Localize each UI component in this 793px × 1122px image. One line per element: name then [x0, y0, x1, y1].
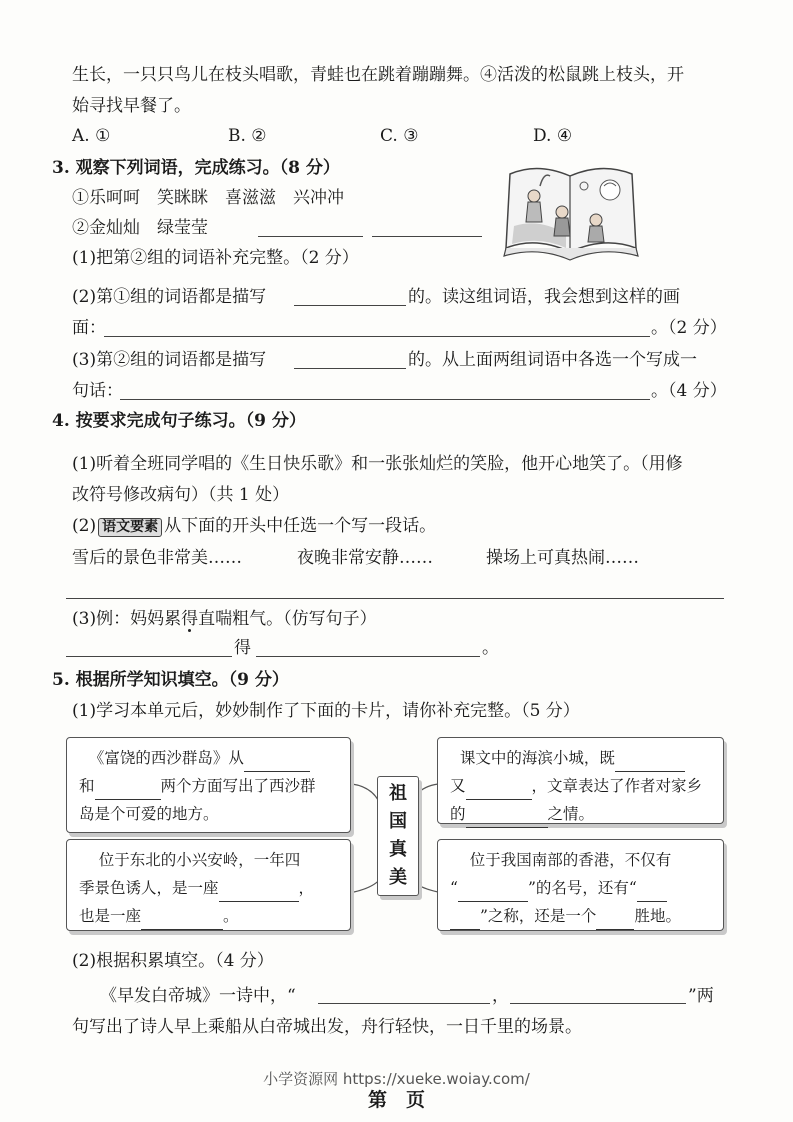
- footer-site: 小学资源网 https://xueke.woiay.com/: [263, 1070, 530, 1088]
- card-seaside-blank-2[interactable]: [466, 781, 532, 800]
- q3-part3-b: 的。从上面两组词语中各选一个写成一: [408, 350, 697, 370]
- starter-3: 操场上可真热闹……: [486, 548, 639, 568]
- card-hk-l3c: 胜地。: [634, 907, 681, 925]
- card-seaside-l2a: 又: [450, 777, 466, 795]
- q5-part2: (2)根据积累填空。（4 分）: [72, 951, 274, 971]
- starter-1: 雪后的景色非常美……: [72, 548, 242, 568]
- card-seaside-blank-1[interactable]: [615, 753, 685, 772]
- q3-part3-blank[interactable]: [294, 368, 406, 369]
- card-hk-l1: 位于我国南部的香港，不仅有: [469, 851, 672, 869]
- q4-part1-line2: 改符号修改病句）（共 1 处）: [72, 485, 290, 505]
- center-char-1: 祖: [389, 783, 407, 804]
- q3-group2: ②金灿灿 绿莹莹: [72, 218, 208, 238]
- center-char-4: 美: [389, 867, 407, 888]
- card-seaside-l1: 课文中的海滨小城，既: [459, 749, 615, 767]
- card-seaside-town: [437, 737, 724, 824]
- intro-line-2: 始寻找早餐了。: [72, 96, 191, 116]
- card-hk-blank-2b[interactable]: [450, 911, 480, 930]
- card-xisha: [66, 737, 351, 833]
- q4-part3-de: 得: [234, 638, 251, 658]
- card-seaside-l3b: 之情。: [547, 805, 595, 823]
- q5-part1: (1)学习本单元后，妙妙制作了下面的卡片，请你补充完整。（5 分）: [72, 701, 580, 721]
- q4-part3-blank-2[interactable]: [256, 656, 480, 657]
- card-xisha-blank-1[interactable]: [244, 753, 310, 772]
- q4-title: 4. 按要求完成句子练习。（9 分）: [52, 411, 306, 431]
- starter-2: 夜晚非常安静……: [297, 548, 433, 568]
- q3-part2-score: 。（2 分）: [651, 318, 727, 338]
- q4-part2-prefix: (2): [72, 516, 97, 536]
- card-seaside-l2b: ，文章表达了作者对家乡: [531, 777, 703, 795]
- option-a: A. ①: [72, 126, 111, 146]
- card-xisha-blank-2[interactable]: [95, 781, 161, 800]
- card-xisha-l2b: 两个方面写出了西沙群: [160, 777, 316, 795]
- q3-part3-c: 句话：: [72, 381, 123, 401]
- card-hk-blank-2a[interactable]: [637, 883, 667, 902]
- q4-part2-text: 从下面的开头中任选一个写一段话。: [164, 516, 437, 536]
- card-xxal-l3b: 。: [223, 907, 239, 925]
- q5-poem-b: ，: [492, 986, 509, 1006]
- card-hk-blank-1[interactable]: [458, 883, 528, 902]
- children-book-illustration: [500, 156, 640, 268]
- q4-part3-end: 。: [482, 638, 499, 658]
- q3-part2-c: 面：: [72, 318, 106, 338]
- q3-part1: (1)把第②组的词语补充完整。（2 分）: [72, 248, 359, 268]
- q4-part2-answer-line[interactable]: [66, 598, 724, 599]
- q3-part3-answer-line[interactable]: [120, 399, 650, 400]
- center-char-3: 真: [389, 839, 407, 860]
- card-hk-l2a: “: [450, 879, 458, 897]
- center-card-motherland: [377, 776, 419, 896]
- option-c: C. ③: [380, 126, 419, 146]
- q3-part2-b: 的。读这组词语，我会想到这样的画: [408, 287, 680, 307]
- q4-part3-blank-1[interactable]: [66, 656, 232, 657]
- card-xisha-l3: 岛是个可爱的地方。: [79, 805, 219, 823]
- q3-title: 3. 观察下列词语，完成练习。（8 分）: [52, 158, 340, 178]
- q3-blank-word1[interactable]: [258, 236, 363, 237]
- option-b: B. ②: [228, 126, 267, 146]
- card-xiaoxinganling: [66, 839, 351, 931]
- q5-title: 5. 根据所学知识填空。（9 分）: [52, 670, 289, 690]
- q5-poem-c: ”两: [688, 986, 714, 1006]
- card-xxal-l2b: ，: [298, 879, 315, 897]
- card-xxal-blank-2[interactable]: [141, 911, 223, 930]
- card-seaside-l3a: 的: [450, 805, 466, 823]
- footer-page-label: 第 页: [367, 1089, 425, 1111]
- option-d: D. ④: [533, 126, 573, 146]
- card-xxal-l2a: 季景色诱人，是一座: [79, 879, 219, 897]
- q4-part3: (3)例：妈妈累得直喘粗气。（仿写句子）: [72, 609, 377, 629]
- q3-part2-answer-line[interactable]: [104, 336, 650, 337]
- intro-line-1: 生长，一只只鸟儿在枝头唱歌，青蛙也在跳着蹦蹦舞。④活泼的松鼠跳上枝头，开: [72, 65, 684, 85]
- card-hongkong: [437, 839, 724, 931]
- q5-poem-line2: 句写出了诗人早上乘船从白帝城出发，舟行轻快，一日千里的场景。: [72, 1017, 582, 1037]
- poem-blank-1[interactable]: [318, 1003, 490, 1004]
- language-element-tag: 语文要素: [98, 518, 162, 537]
- q4-part1-line1: (1)听着全班同学唱的《生日快乐歌》和一张张灿烂的笑脸，他开心地笑了。（用修: [72, 454, 683, 474]
- q3-blank-word2[interactable]: [372, 236, 482, 237]
- card-xisha-l2a: 和: [79, 777, 95, 795]
- card-hk-l3b: ”之称，还是一个: [480, 907, 597, 925]
- q3-part3-score: 。（4 分）: [651, 381, 727, 401]
- q3-part2-blank[interactable]: [294, 305, 406, 306]
- card-xisha-l1: 《富饶的西沙群岛》从: [88, 749, 244, 767]
- card-hk-l2b: ”的名号，还有“: [527, 879, 637, 897]
- q4-part2: [72, 516, 436, 537]
- q3-group1: ①乐呵呵 笑眯眯 喜滋滋 兴冲冲: [72, 188, 344, 208]
- card-seaside-blank-3[interactable]: [466, 809, 548, 828]
- card-hk-blank-3[interactable]: [596, 911, 634, 930]
- card-xxal-l3a: 也是一座: [79, 907, 142, 925]
- card-xxal-blank-1[interactable]: [219, 883, 299, 902]
- center-char-2: 国: [389, 811, 407, 832]
- q3-part2-a: (2)第①组的词语都是描写: [72, 287, 267, 307]
- card-xxal-l1: 位于东北的小兴安岭，一年四: [98, 851, 301, 869]
- poem-blank-2[interactable]: [510, 1003, 686, 1004]
- emphasis-dot: [188, 629, 191, 632]
- q5-poem-a: 《早发白帝城》一诗中，“: [100, 986, 296, 1006]
- q3-part3-a: (3)第②组的词语都是描写: [72, 350, 267, 370]
